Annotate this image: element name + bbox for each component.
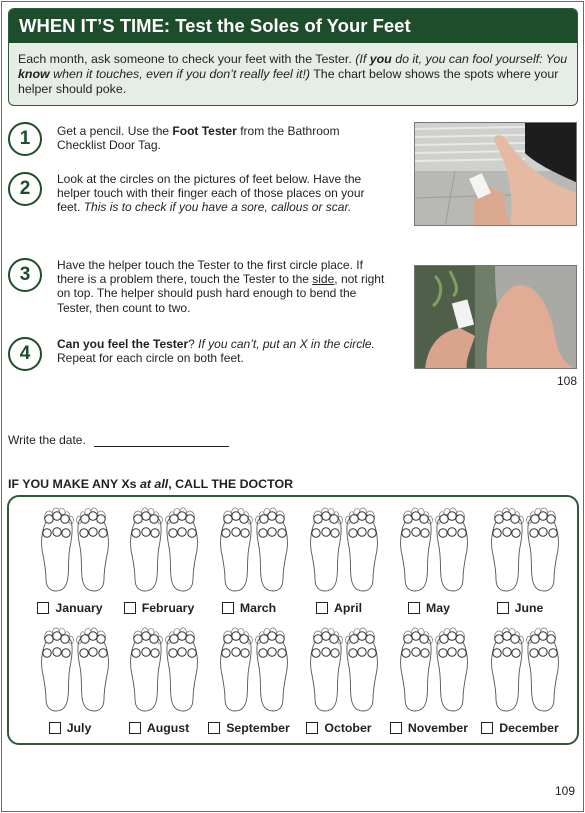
test-spot-circle bbox=[458, 529, 466, 537]
test-spot-circle bbox=[322, 512, 330, 520]
test-spot-circle bbox=[350, 515, 358, 523]
month-checkbox[interactable] bbox=[49, 722, 61, 734]
month-cell bbox=[114, 507, 204, 619]
foot-outline bbox=[78, 514, 108, 591]
month-label: December bbox=[499, 721, 559, 735]
test-spot-circle bbox=[531, 635, 539, 643]
test-spot-circle bbox=[330, 635, 338, 643]
test-spot-circle bbox=[89, 632, 97, 640]
test-spot-circle bbox=[260, 515, 268, 523]
month-cell bbox=[114, 627, 204, 739]
month-label: January bbox=[55, 601, 103, 615]
test-spot-circle bbox=[222, 529, 230, 537]
foot-outline bbox=[167, 634, 197, 711]
foot-outline bbox=[492, 514, 522, 591]
date-row bbox=[8, 433, 229, 447]
test-spot-circle bbox=[62, 649, 70, 657]
test-spot-circle bbox=[495, 515, 503, 523]
test-spot-circle bbox=[358, 648, 366, 656]
test-spot-circle bbox=[404, 635, 412, 643]
test-spot-circle bbox=[530, 649, 538, 657]
feet-diagram bbox=[35, 627, 115, 715]
test-spot-circle bbox=[89, 512, 97, 520]
foot-outline bbox=[528, 514, 558, 591]
test-spot-circle bbox=[240, 635, 248, 643]
test-spot-circle bbox=[53, 632, 61, 640]
test-spot-circle bbox=[531, 515, 539, 523]
test-spot-circle bbox=[188, 649, 196, 657]
test-spot-circle bbox=[412, 528, 420, 536]
test-spot-circle bbox=[420, 635, 428, 643]
step-1 bbox=[8, 122, 387, 156]
foot-outline bbox=[42, 514, 72, 591]
test-spot-circle bbox=[232, 648, 240, 656]
month-cell bbox=[384, 507, 474, 619]
test-spot-circle bbox=[440, 635, 448, 643]
test-spot-circle bbox=[412, 632, 420, 640]
foot-outline bbox=[42, 634, 72, 711]
test-spot-circle bbox=[539, 648, 547, 656]
test-spot-circle bbox=[512, 649, 520, 657]
month-label-row bbox=[294, 721, 384, 735]
test-spot-circle bbox=[45, 635, 53, 643]
test-spot-circle bbox=[178, 528, 186, 536]
test-spot-circle bbox=[549, 649, 557, 657]
month-label-row bbox=[475, 721, 565, 735]
test-spot-circle bbox=[150, 635, 158, 643]
test-spot-circle bbox=[448, 528, 456, 536]
test-spot-circle bbox=[412, 512, 420, 520]
month-label-row bbox=[25, 601, 115, 615]
month-label: February bbox=[141, 601, 195, 615]
foot-outline bbox=[257, 634, 287, 711]
month-checkbox[interactable] bbox=[306, 722, 318, 734]
foot-outline bbox=[311, 514, 341, 591]
test-spot-circle bbox=[278, 649, 286, 657]
test-spot-circle bbox=[80, 649, 88, 657]
test-spot-circle bbox=[439, 529, 447, 537]
test-spot-circle bbox=[530, 529, 538, 537]
test-spot-circle bbox=[331, 649, 339, 657]
step-2 bbox=[8, 172, 387, 215]
step-number: 3 bbox=[8, 258, 42, 292]
test-spot-circle bbox=[503, 528, 511, 536]
feet-diagram bbox=[394, 507, 474, 595]
month-checkbox[interactable] bbox=[408, 602, 420, 614]
test-spot-circle bbox=[178, 648, 186, 656]
test-spot-circle bbox=[169, 649, 177, 657]
foot-outline bbox=[437, 514, 467, 591]
test-spot-circle bbox=[358, 528, 366, 536]
photo-tester-on-sole bbox=[414, 265, 577, 369]
month-checkbox[interactable] bbox=[124, 602, 136, 614]
test-spot-circle bbox=[440, 515, 448, 523]
test-spot-circle bbox=[89, 528, 97, 536]
month-label: November bbox=[407, 721, 469, 735]
test-spot-circle bbox=[89, 648, 97, 656]
foot-outline bbox=[347, 514, 377, 591]
foot-outline bbox=[347, 634, 377, 711]
foot-outline bbox=[78, 634, 108, 711]
test-spot-circle bbox=[241, 529, 249, 537]
test-spot-circle bbox=[421, 529, 429, 537]
step-text: Can you feel the Tester? If you can’t, put an X in the circle. Repeat for each circle on both feet. bbox=[57, 337, 375, 366]
test-spot-circle bbox=[358, 512, 366, 520]
month-checkbox[interactable] bbox=[37, 602, 49, 614]
test-spot-circle bbox=[448, 632, 456, 640]
test-spot-circle bbox=[53, 528, 61, 536]
test-spot-circle bbox=[539, 512, 547, 520]
month-cell bbox=[294, 627, 384, 739]
test-spot-circle bbox=[170, 635, 178, 643]
foot-outline bbox=[221, 514, 251, 591]
step-4 bbox=[8, 337, 387, 371]
test-spot-circle bbox=[312, 529, 320, 537]
test-spot-circle bbox=[150, 515, 158, 523]
month-label: September bbox=[226, 721, 290, 735]
month-label-row bbox=[204, 721, 294, 735]
step-number: 2 bbox=[8, 172, 42, 206]
test-spot-circle bbox=[170, 515, 178, 523]
test-spot-circle bbox=[240, 515, 248, 523]
test-spot-circle bbox=[142, 632, 150, 640]
month-checkbox[interactable] bbox=[390, 722, 402, 734]
date-input-line[interactable] bbox=[94, 435, 229, 447]
test-spot-circle bbox=[312, 649, 320, 657]
test-spot-circle bbox=[81, 515, 89, 523]
month-label: April bbox=[333, 601, 362, 615]
month-cell bbox=[384, 627, 474, 739]
foot-outline bbox=[167, 514, 197, 591]
month-label: June bbox=[514, 601, 544, 615]
feet-diagram bbox=[304, 627, 384, 715]
test-spot-circle bbox=[43, 649, 51, 657]
test-spot-circle bbox=[493, 529, 501, 537]
test-spot-circle bbox=[458, 649, 466, 657]
test-spot-circle bbox=[53, 648, 61, 656]
test-spot-circle bbox=[331, 529, 339, 537]
test-spot-circle bbox=[420, 515, 428, 523]
test-spot-circle bbox=[97, 635, 105, 643]
month-checkbox[interactable] bbox=[316, 602, 328, 614]
test-spot-circle bbox=[278, 529, 286, 537]
test-spot-circle bbox=[259, 649, 267, 657]
test-spot-circle bbox=[132, 529, 140, 537]
test-spot-circle bbox=[99, 529, 107, 537]
test-spot-circle bbox=[448, 512, 456, 520]
test-spot-circle bbox=[178, 512, 186, 520]
test-spot-circle bbox=[224, 635, 232, 643]
test-spot-circle bbox=[350, 635, 358, 643]
test-spot-circle bbox=[99, 649, 107, 657]
test-spot-circle bbox=[511, 515, 519, 523]
foot-outline bbox=[528, 634, 558, 711]
month-label: July bbox=[66, 721, 92, 735]
test-spot-circle bbox=[268, 528, 276, 536]
test-spot-circle bbox=[268, 512, 276, 520]
intro-panel bbox=[8, 8, 578, 106]
test-spot-circle bbox=[268, 648, 276, 656]
page-number-109: 109 bbox=[555, 784, 576, 798]
test-spot-circle bbox=[512, 529, 520, 537]
test-spot-circle bbox=[322, 632, 330, 640]
month-cell bbox=[25, 627, 115, 739]
foot-outline bbox=[492, 634, 522, 711]
feet-diagram bbox=[214, 627, 294, 715]
step-number: 1 bbox=[8, 122, 42, 156]
test-spot-circle bbox=[260, 635, 268, 643]
month-label-row bbox=[384, 601, 474, 615]
test-spot-circle bbox=[503, 512, 511, 520]
test-spot-circle bbox=[43, 529, 51, 537]
test-spot-circle bbox=[134, 635, 142, 643]
test-spot-circle bbox=[358, 632, 366, 640]
test-spot-circle bbox=[349, 649, 357, 657]
month-label-row bbox=[294, 601, 384, 615]
test-spot-circle bbox=[539, 528, 547, 536]
month-label: March bbox=[239, 601, 277, 615]
step-text: Have the helper touch the Tester to the first circle place. If there is a problem there, touch the Tester to the side, not right on top. The helper should push hard enough to bend the Tester, then count to two. bbox=[57, 258, 385, 315]
test-spot-circle bbox=[456, 635, 464, 643]
month-checkbox[interactable] bbox=[222, 602, 234, 614]
month-label-row bbox=[114, 721, 204, 735]
test-spot-circle bbox=[53, 512, 61, 520]
foot-outline bbox=[131, 514, 161, 591]
test-spot-circle bbox=[314, 515, 322, 523]
test-spot-circle bbox=[259, 529, 267, 537]
feet-diagram bbox=[124, 507, 204, 595]
page-title: WHEN IT’S TIME: Test the Soles of Your Feet bbox=[9, 9, 577, 43]
feet-diagram bbox=[304, 507, 384, 595]
month-cell bbox=[204, 627, 294, 739]
test-spot-circle bbox=[366, 635, 374, 643]
test-spot-circle bbox=[169, 529, 177, 537]
test-spot-circle bbox=[142, 648, 150, 656]
test-spot-circle bbox=[402, 529, 410, 537]
test-spot-circle bbox=[368, 649, 376, 657]
step-text: Get a pencil. Use the Foot Tester from the Bathroom Checklist Door Tag. bbox=[57, 124, 340, 153]
page-number-108: 108 bbox=[557, 374, 578, 388]
feet-diagram bbox=[124, 627, 204, 715]
test-spot-circle bbox=[493, 649, 501, 657]
month-label: August bbox=[146, 721, 190, 735]
test-spot-circle bbox=[448, 648, 456, 656]
monthly-foot-chart bbox=[7, 495, 579, 745]
feet-diagram bbox=[214, 507, 294, 595]
test-spot-circle bbox=[186, 635, 194, 643]
test-spot-circle bbox=[61, 515, 69, 523]
foot-outline bbox=[131, 634, 161, 711]
photo-hand-with-tester bbox=[414, 122, 577, 226]
test-spot-circle bbox=[188, 529, 196, 537]
foot-outline bbox=[401, 634, 431, 711]
test-spot-circle bbox=[142, 528, 150, 536]
month-cell bbox=[294, 507, 384, 619]
test-spot-circle bbox=[549, 529, 557, 537]
month-cell bbox=[25, 507, 115, 619]
test-spot-circle bbox=[151, 649, 159, 657]
month-label-row bbox=[475, 601, 565, 615]
test-spot-circle bbox=[224, 515, 232, 523]
test-spot-circle bbox=[97, 515, 105, 523]
month-label-row bbox=[25, 721, 115, 735]
test-spot-circle bbox=[222, 649, 230, 657]
test-spot-circle bbox=[495, 635, 503, 643]
step-text: Look at the circles on the pictures of feet below. Have the helper touch with their finger each of those places on your feet. This is to check if you have a sore, callous or scar. bbox=[57, 172, 365, 215]
test-spot-circle bbox=[511, 635, 519, 643]
test-spot-circle bbox=[366, 515, 374, 523]
test-spot-circle bbox=[539, 632, 547, 640]
test-spot-circle bbox=[547, 515, 555, 523]
test-spot-circle bbox=[503, 632, 511, 640]
test-spot-circle bbox=[404, 515, 412, 523]
month-checkbox[interactable] bbox=[481, 722, 493, 734]
month-label: October bbox=[324, 721, 372, 735]
month-label-row bbox=[204, 601, 294, 615]
date-label: Write the date. bbox=[8, 433, 86, 447]
foot-outline bbox=[221, 634, 251, 711]
month-label-row bbox=[384, 721, 474, 735]
test-spot-circle bbox=[81, 635, 89, 643]
test-spot-circle bbox=[368, 529, 376, 537]
test-spot-circle bbox=[349, 529, 357, 537]
test-spot-circle bbox=[276, 635, 284, 643]
month-checkbox[interactable] bbox=[129, 722, 141, 734]
test-spot-circle bbox=[45, 515, 53, 523]
foot-outline bbox=[437, 634, 467, 711]
feet-diagram bbox=[485, 507, 565, 595]
test-spot-circle bbox=[132, 649, 140, 657]
month-cell bbox=[204, 507, 294, 619]
test-spot-circle bbox=[322, 528, 330, 536]
test-spot-circle bbox=[232, 512, 240, 520]
test-spot-circle bbox=[241, 649, 249, 657]
test-spot-circle bbox=[547, 635, 555, 643]
month-label-row bbox=[114, 601, 204, 615]
step-number: 4 bbox=[8, 337, 42, 371]
feet-diagram bbox=[35, 507, 115, 595]
test-spot-circle bbox=[61, 635, 69, 643]
call-doctor-warning: IF YOU MAKE ANY Xs at all, CALL THE DOCTOR bbox=[8, 477, 294, 491]
foot-outline bbox=[311, 634, 341, 711]
test-spot-circle bbox=[80, 529, 88, 537]
test-spot-circle bbox=[402, 649, 410, 657]
test-spot-circle bbox=[134, 515, 142, 523]
feet-diagram bbox=[394, 627, 474, 715]
feet-diagram bbox=[485, 627, 565, 715]
test-spot-circle bbox=[62, 529, 70, 537]
step-3 bbox=[8, 258, 387, 315]
month-cell bbox=[475, 507, 565, 619]
test-spot-circle bbox=[178, 632, 186, 640]
test-spot-circle bbox=[439, 649, 447, 657]
test-spot-circle bbox=[232, 528, 240, 536]
test-spot-circle bbox=[456, 515, 464, 523]
intro-text: Each month, ask someone to check your feet with the Tester. (If you do it, you can fool yourself: You know when it touches, even if you don’t really feel it!) The chart below shows the spots where your helper should poke. bbox=[18, 52, 568, 96]
test-spot-circle bbox=[314, 635, 322, 643]
test-spot-circle bbox=[186, 515, 194, 523]
month-checkbox[interactable] bbox=[208, 722, 220, 734]
test-spot-circle bbox=[151, 529, 159, 537]
month-cell bbox=[475, 627, 565, 739]
test-spot-circle bbox=[276, 515, 284, 523]
test-spot-circle bbox=[322, 648, 330, 656]
test-spot-circle bbox=[232, 632, 240, 640]
test-spot-circle bbox=[268, 632, 276, 640]
test-spot-circle bbox=[142, 512, 150, 520]
test-spot-circle bbox=[330, 515, 338, 523]
month-checkbox[interactable] bbox=[497, 602, 509, 614]
foot-outline bbox=[257, 514, 287, 591]
foot-outline bbox=[401, 514, 431, 591]
test-spot-circle bbox=[421, 649, 429, 657]
test-spot-circle bbox=[412, 648, 420, 656]
month-label: May bbox=[426, 601, 450, 615]
test-spot-circle bbox=[503, 648, 511, 656]
